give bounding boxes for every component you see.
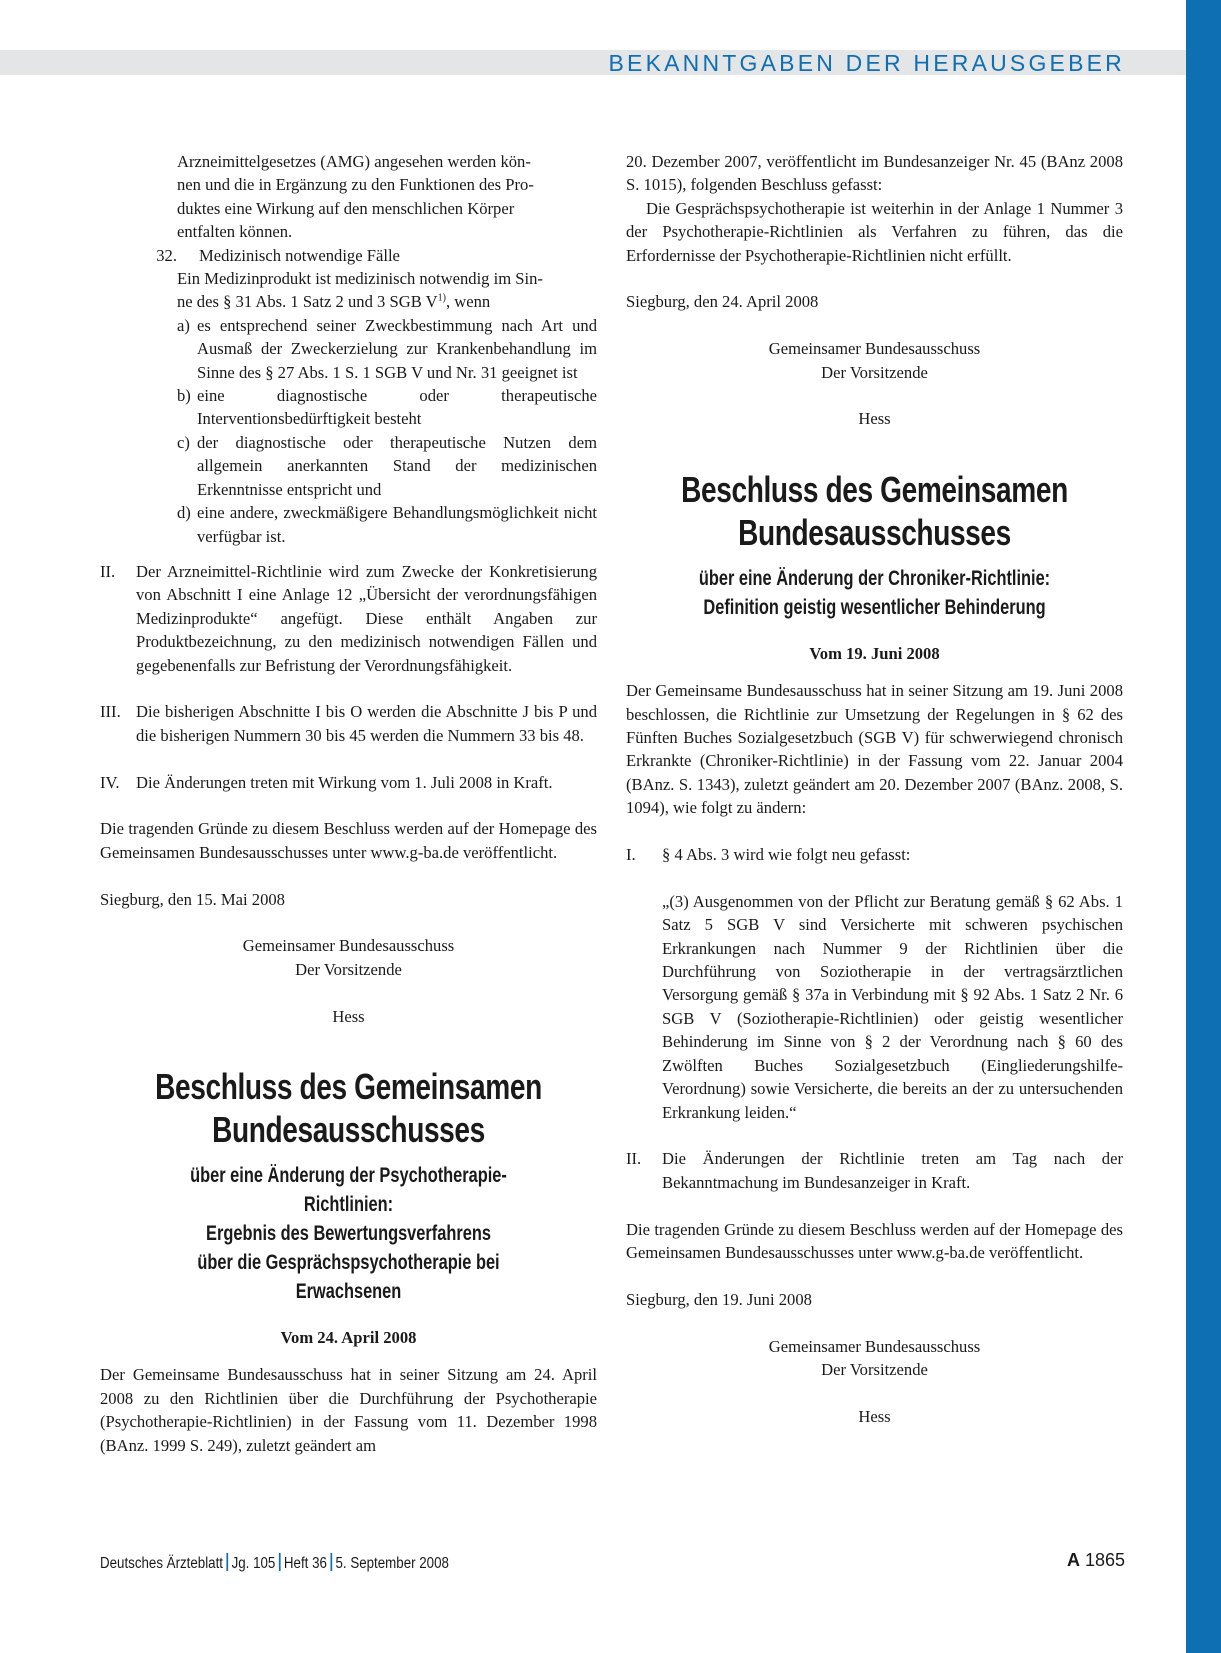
- text-line: ne des § 31 Abs. 1 Satz 2 und 3 SGB $V^{1)}$, wenn: [177, 292, 491, 312]
- grounds-paragraph: Die tragenden Gründe zu diesem Beschluss werden auf der Homepage des Gemeinsamen Bundesausschusses unter www.g-ba.de veröffentlicht.: [100, 819, 597, 862]
- signature-role: Der Vorsitzende: [821, 362, 928, 382]
- place-date: Siegburg, den 19. Juni 2008: [626, 1289, 812, 1309]
- place-date: Siegburg, den 15. Mai 2008: [100, 889, 285, 909]
- separator: [279, 1553, 281, 1571]
- decision-paragraph: Die Gesprächspsychotherapie ist weiterhin in der Anlage 1 Nummer 3 der Psychotherapie-Richtlinien als Verfahren zu führen, das die Erfordernisse der Psychotherapie-Richtlinien nicht erfüllt.: [626, 198, 1123, 265]
- continued-paragraph: 20. Dezember 2007, veröffentlicht im Bundesanzeiger Nr. 45 (BAnz 2008 S. 1015), folgenden Beschluss gefasst:: [626, 152, 1123, 195]
- right-color-band: [1186, 0, 1221, 1653]
- roman-item-ii: II. Die Änderungen der Richtlinie treten am Tag nach der Bekanntmachung im Bundesanzeiger in Kraft.: [626, 1149, 1123, 1192]
- signature-role: Der Vorsitzende: [821, 1359, 928, 1379]
- footnote-ref: 1): [437, 292, 446, 304]
- signature-name: Hess: [332, 1006, 365, 1026]
- item-title: Medizinisch notwendige Fälle: [199, 245, 400, 265]
- signature-org: Gemeinsamer Bundesausschuss: [768, 1336, 981, 1356]
- section-title: BEKANNTGABEN DER HERAUSGEBER: [608, 50, 1125, 76]
- item-32-body: [100, 267, 597, 314]
- page-number: [1067, 1550, 1125, 1571]
- page-number-value: 1865: [1084, 1550, 1125, 1570]
- signature-name: Hess: [858, 409, 891, 429]
- sub-item-d: d) eine andere, zweckmäßigere Behandlungsmöglichkeit nicht verfügbar ist.: [177, 503, 597, 546]
- resolution-subtitle: über eine Änderung der Psychotherapie-Richtlinien: Ergebnis des Bewertungsverfahrens über die Gesprächspsychotherapie bei Erwachsenen: [190, 1163, 507, 1303]
- resolution-title: Beschluss des Gemeinsamen Bundesausschusses: [155, 1065, 542, 1150]
- sub-item-c: c) der diagnostische oder therapeutische Nutzen dem allgemein anerkannten Stand der medizinischen Erkenntnisse entspricht und: [177, 432, 597, 499]
- quoted-paragraph: „(3) Ausgenommen von der Pflicht zur Beratung gemäß § 62 Abs. 1 Satz 5 SGB V sind Versicherte mit schweren psychischen Erkrankungen nach Nummer 9 der Richtlinien über die Durchführung von Soziotherapie in der vertragsärztlichen Versorgung gemäß § 37a in Verbindung mit § 92 Abs. 1 Satz 2 Nr. 6 SGB V (Soziotherapie-Richtlinien) oder geistig wesentlicher Behinderung im Sinne von § 2 der Verordnung nach § 60 des Zwölften Buches Sozialgesetzbuch (Eingliederungshilfe-Verordnung) sowie Versicherte, die bereits an der zu untersuchenden Erkrankung leiden.“: [662, 891, 1123, 1122]
- volume: Jg. 105: [231, 1555, 276, 1572]
- continued-text: [100, 150, 597, 244]
- item-32: [100, 244, 597, 267]
- journal-name: Deutsches Ärzteblatt: [100, 1555, 223, 1572]
- left-column: [100, 150, 597, 1457]
- text-line: duktes eine Wirkung auf den menschlichen Körper: [177, 198, 515, 218]
- resolution-date: Vom 19. Juni 2008: [809, 643, 940, 663]
- grounds-paragraph: Die tragenden Gründe zu diesem Beschluss werden auf der Homepage des Gemeinsamen Bundesausschusses unter www.g-ba.de veröffentlicht.: [626, 1219, 1123, 1262]
- resolution-subtitle: über eine Änderung der Chroniker-Richtlinie: Definition geistig wesentlicher Behinderung: [698, 566, 1051, 619]
- sub-item-b: b) eine diagnostische oder therapeutische Interventionsbedürftigkeit besteht: [177, 386, 597, 429]
- item-number: 32.: [156, 245, 177, 265]
- page-prefix: A: [1066, 1550, 1080, 1570]
- roman-item-i: I. § 4 Abs. 3 wird wie folgt neu gefasst:: [626, 845, 911, 865]
- issue: Heft 36: [283, 1555, 327, 1572]
- text-line: entfalten können.: [177, 222, 293, 242]
- resolution-intro: Der Gemeinsame Bundesausschuss hat in seiner Sitzung am 24. April 2008 zu den Richtlinien über die Durchführung der Psychotherapie (Psychotherapie-Richtlinien) in der Fassung vom 11. Dezember 1998 (BAnz. 1999 S. 249), zuletzt geändert am: [100, 1365, 597, 1455]
- place-date: Siegburg, den 24. April 2008: [626, 292, 819, 312]
- resolution-title: Beschluss des Gemeinsamen Bundesausschusses: [681, 468, 1068, 553]
- resolution-date: Vom 24. April 2008: [280, 1327, 417, 1347]
- signature-role: Der Vorsitzende: [295, 959, 402, 979]
- text-line: Arzneimittelgesetzes (AMG) angesehen werden kön-: [177, 152, 531, 171]
- resolution-intro: Der Gemeinsame Bundesausschuss hat in seiner Sitzung am 19. Juni 2008 beschlossen, die Richtlinie zur Umsetzung der Regelungen in § 62 des Fünften Buches Sozialgesetzbuch (SGB V) für schwerwiegend chronisch Erkrankte (Chroniker-Richtlinie) in der Fassung vom 22. Januar 2004 (BAnz. S. 1343), zuletzt geändert am 20. Dezember 2007 (BAnz. 2008, S. 1094), wie folgt zu ändern:: [626, 681, 1123, 818]
- roman-item-ii: II. Der Arzneimittel-Richtlinie wird zum Zwecke der Konkretisierung von Abschnitt I eine Anlage 12 „Übersicht der verordnungsfähigen Medizinprodukte“ angefügt. Diese enthält Angaben zur Produktbezeichnung, zu den medizinisch notwendigen Fällen und gegebenenfalls zur Befristung der Verordnungsfähigkeit.: [100, 561, 597, 675]
- signature-org: Gemeinsamer Bundesausschuss: [242, 936, 455, 956]
- text-line: nen und die in Ergänzung zu den Funktionen des Pro-: [177, 175, 534, 195]
- footer-citation: [100, 1553, 449, 1573]
- roman-item-iv: IV. Die Änderungen treten mit Wirkung vom 1. Juli 2008 in Kraft.: [100, 772, 553, 792]
- roman-item-iii: III. Die bisherigen Abschnitte I bis O werden die Abschnitte J bis P und die bisherigen Nummern 30 bis 45 werden die Nummern 33 bis 48.: [100, 702, 597, 745]
- text-line: Ein Medizinprodukt ist medizinisch notwendig im Sin-: [177, 269, 543, 289]
- signature-org: Gemeinsamer Bundesausschuss: [768, 339, 981, 359]
- separator: [226, 1553, 228, 1571]
- signature-name: Hess: [858, 1406, 891, 1426]
- right-column: [626, 150, 1123, 1428]
- separator: [330, 1553, 332, 1571]
- sub-item-a: a) es entsprechend seiner Zweckbestimmung nach Art und Ausmaß der Zweckerzielung zur Krankenbehandlung im Sinne des § 27 Abs. 1 S. 1 SGB V und Nr. 31 geeignet ist: [177, 315, 597, 382]
- issue-date: 5. September 2008: [335, 1555, 449, 1572]
